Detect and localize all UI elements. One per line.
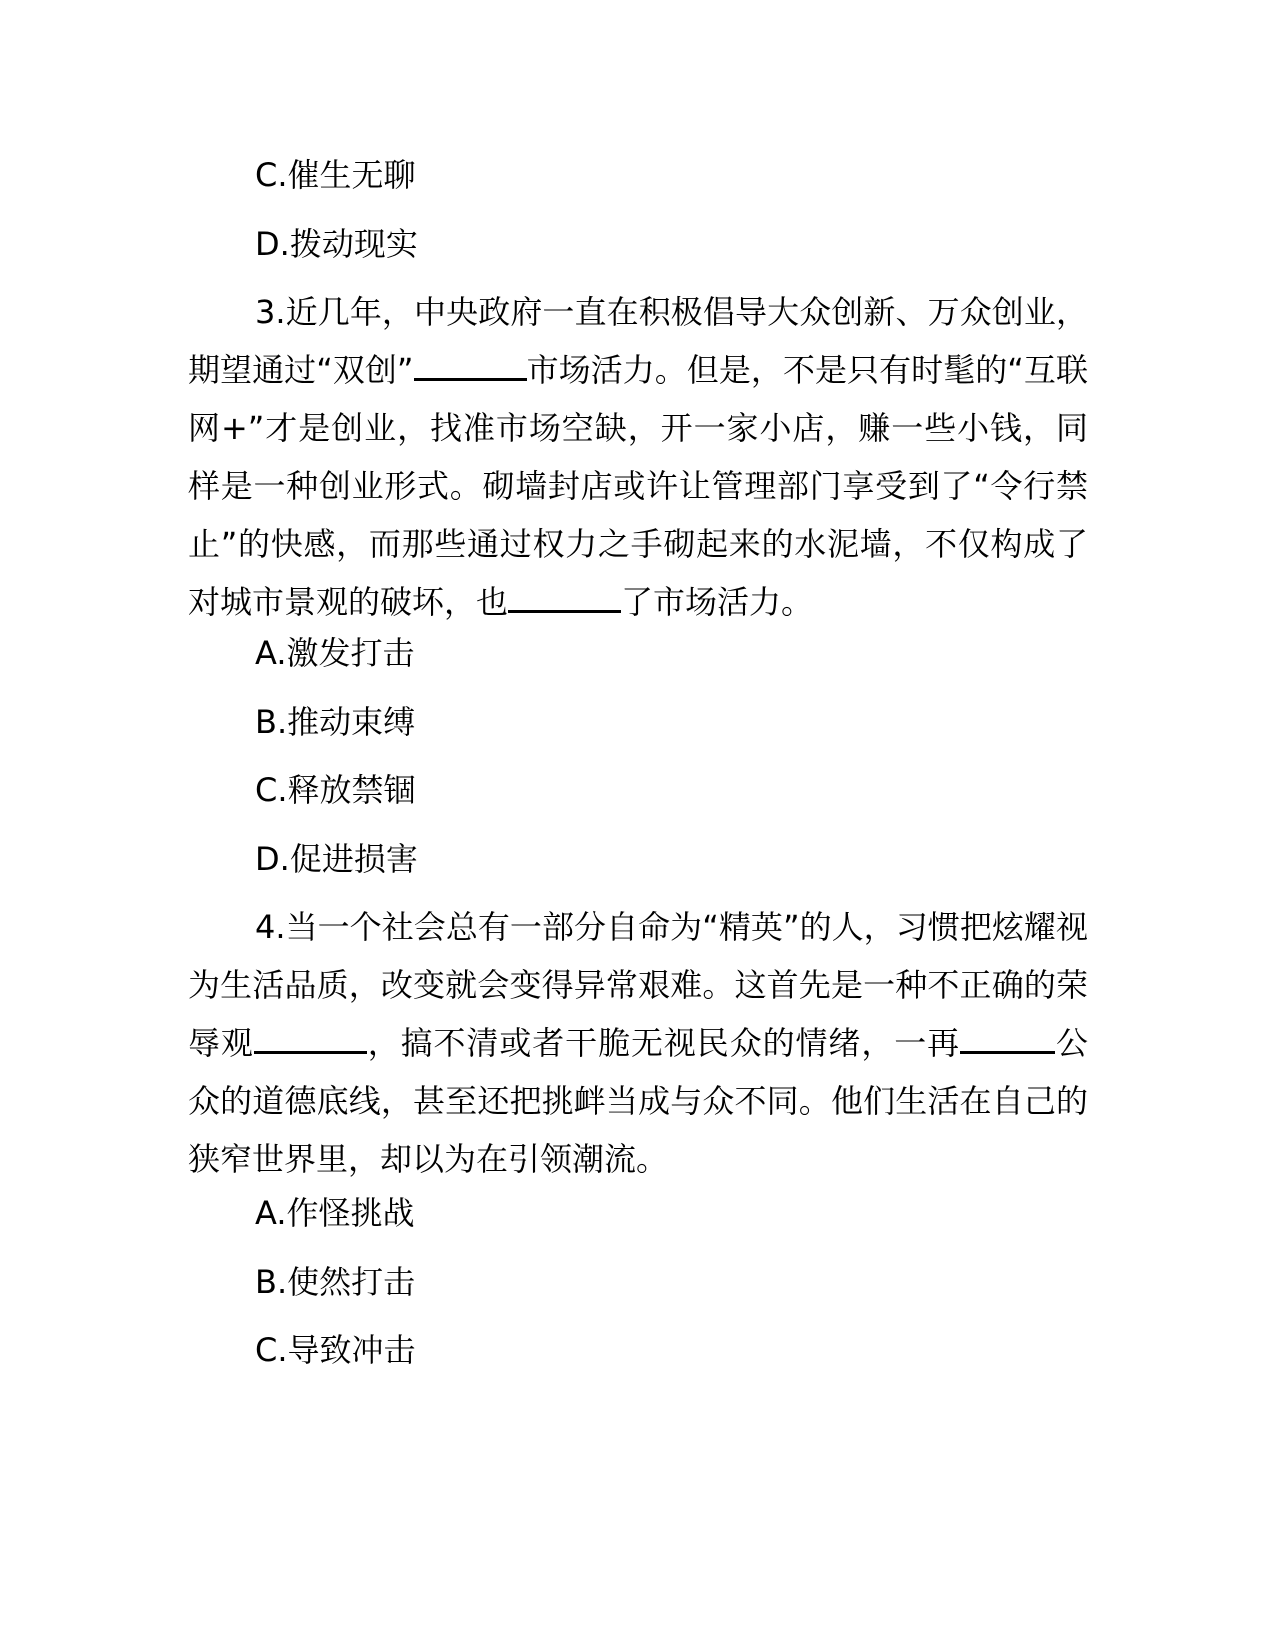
q2-option-d: D.拨动现实 xyxy=(255,225,418,263)
q3-text-part-1: 3.近几年，中央政府一直在积极倡导大众创新、万众创业，期望通过“双创” xyxy=(188,293,1088,389)
q4-text-part-2: ，搞不清或者干脆无视民众的情绪，一再 xyxy=(366,1024,961,1062)
q4-option-c: C.导致冲击 xyxy=(255,1331,416,1369)
question-3-stem xyxy=(188,283,1088,631)
q2-option-c: C.催生无聊 xyxy=(255,156,416,194)
q3-blank-2 xyxy=(508,584,621,613)
q3-option-a: A.激发打击 xyxy=(255,634,415,672)
q4-option-b: B.使然打击 xyxy=(255,1263,416,1301)
q3-option-d: D.促进损害 xyxy=(255,840,418,878)
q4-text-part-3: 公众的道德底线，甚至还把挑衅当成与众不同。他们生活在自己的狭窄世界里，却以为在引领潮流。 xyxy=(188,1024,1088,1178)
q3-option-b: B.推动束缚 xyxy=(255,703,416,741)
q4-blank-2 xyxy=(960,1025,1055,1054)
q3-text-part-2: 市场活力。但是，不是只有时髦的“互联网+”才是创业，找准市场空缺，开一家小店，赚一些小钱，同样是一种创业形式。砌墙封店或许让管理部门享受到了“令行禁止”的快感，而那些通过权力之手砌起来的水泥墙，不仅构成了对城市景观的破坏，也 xyxy=(188,351,1088,621)
question-4-stem xyxy=(188,898,1088,1188)
q3-text-part-3: 了市场活力。 xyxy=(621,583,814,621)
q3-blank-1 xyxy=(414,352,527,381)
q4-blank-1 xyxy=(254,1025,367,1054)
q4-text-part-1: 4.当一个社会总有一部分自命为“精英”的人，习惯把炫耀视为生活品质，改变就会变得异常艰难。这首先是一种不正确的荣辱观 xyxy=(188,908,1088,1062)
q4-option-a: A.作怪挑战 xyxy=(255,1194,415,1232)
q3-option-c: C.释放禁锢 xyxy=(255,771,416,809)
